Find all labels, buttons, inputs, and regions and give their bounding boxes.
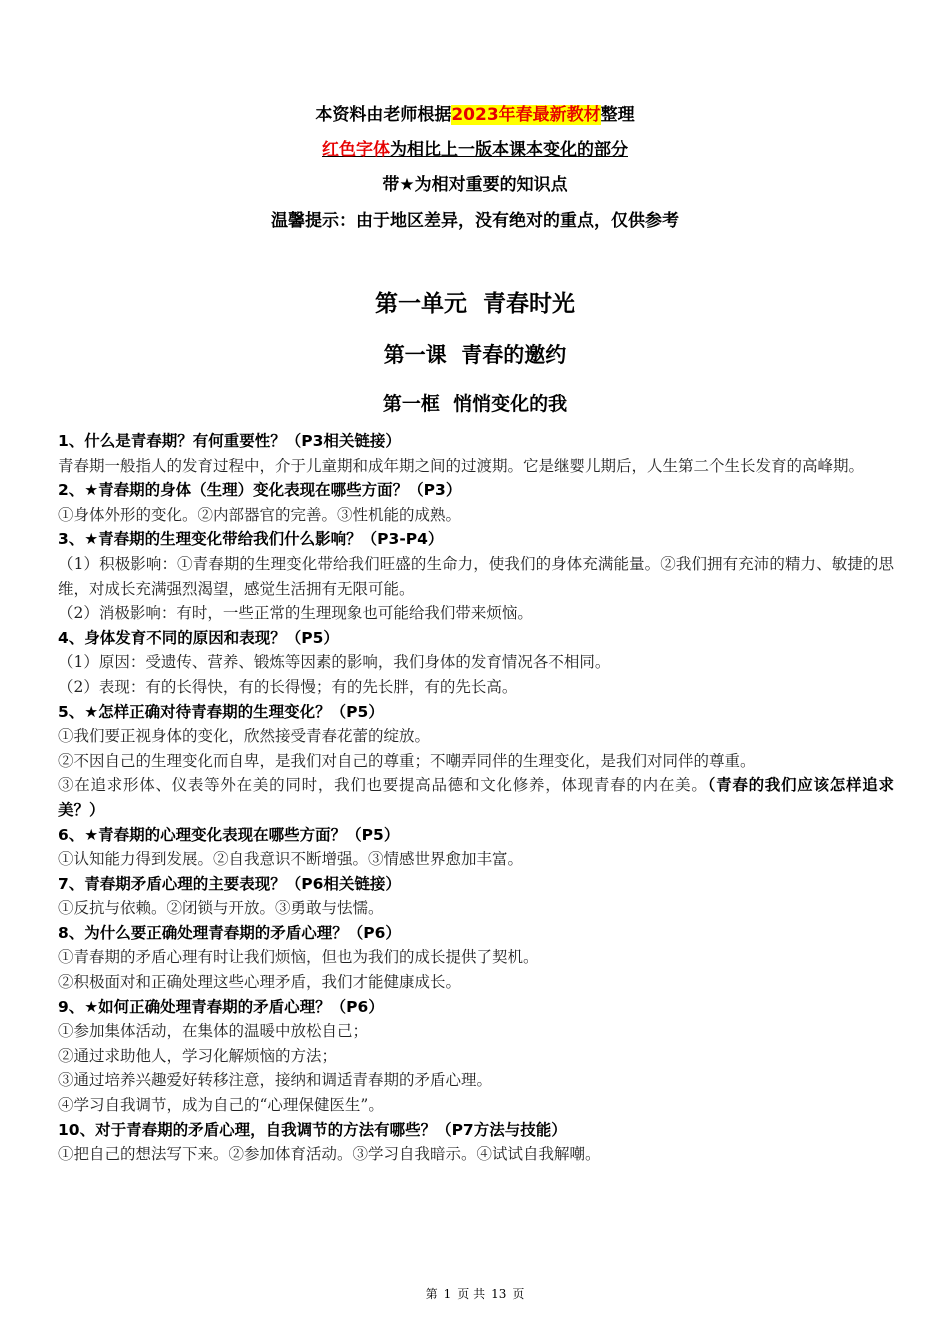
answer-2: ①身体外形的变化。②内部器官的完善。③性机能的成熟。 [58,505,462,524]
intro-line-1 [0,104,950,126]
footer-total-pages: 13 [491,1287,507,1301]
intro-line-1-pre: 本资料由老师根据 [315,105,452,125]
intro-line-2-rest: 为相比上一版本课本变化的部分 [390,140,628,160]
answer-8-2: ②积极面对和正确处理这些心理矛盾，我们才能健康成长。 [58,973,462,992]
question-1: 1、什么是青春期？有何重要性？（P3相关链接） [58,432,401,450]
answer-5-3-text: ③在追求形体、仪表等外在美的同时，我们也要提高品德和文化修养，体现青春的内在美。 [58,776,708,795]
question-8: 8、为什么要正确处理青春期的矛盾心理？（P6） [58,923,401,942]
question-7: 7、青春期矛盾心理的主要表现？（P6相关链接） [58,874,401,893]
question-6: 6、★青春期的心理变化表现在哪些方面？（P5） [58,825,400,844]
footer-prefix: 第 [425,1287,438,1301]
answer-8-1: ①青春期的矛盾心理有时让我们烦恼，但也为我们的成长提供了契机。 [58,948,539,967]
footer-suffix: 页 [512,1287,525,1301]
footer-middle: 页 共 [457,1287,486,1301]
intro-line-4: 温馨提示：由于地区差异，没有绝对的重点，仅供参考 [271,211,679,231]
question-3: 3、★青春期的生理变化带给我们什么影响？（P3-P4） [58,530,444,549]
page-footer [0,1285,950,1302]
answer-5-3 [58,773,894,822]
question-2: 2、★青春期的身体（生理）变化表现在哪些方面？（P3） [58,481,462,500]
question-10: 10、对于青春期的矛盾心理，自我调节的方法有哪些？（P7方法与技能） [58,1120,567,1139]
answer-4-cause: （1）原因：受遗传、营养、锻炼等因素的影响，我们身体的发育情况各不相同。 [58,653,611,672]
intro-line-1-highlight: 2023年春最新教材 [451,105,601,125]
question-4: 4、身体发育不同的原因和表现？（P5） [58,628,339,647]
answer-6: ①认知能力得到发展。②自我意识不断增强。③情感世界愈加丰富。 [58,850,524,869]
answer-10: ①把自己的想法写下来。②参加体育活动。③学习自我暗示。④试试自我解嘲。 [58,1145,601,1164]
answer-9-4: ④学习自我调节，成为自己的“心理保健医生”。 [58,1096,384,1115]
answer-4-performance: （2）表现：有的长得快，有的长得慢；有的先长胖，有的先长高。 [58,677,518,696]
qa-content [58,429,894,1167]
intro-line-3: 带★为相对重要的知识点 [382,175,568,195]
footer-page-number: 1 [443,1287,452,1301]
intro-line-1-post: 整理 [600,105,635,125]
answer-5-1: ①我们要正视身体的变化，欣然接受青春花蕾的绽放。 [58,727,431,746]
frame-heading: 第一框 悄悄变化的我 [382,393,568,415]
question-5: 5、★怎样正确对待青春期的生理变化？（P5） [58,702,384,721]
lesson-heading: 第一课 青春的邀约 [383,343,567,367]
answer-1: 青春期一般指人的发育过程中，介于儿童期和成年期之间的过渡期。它是继婴儿期后，人生第二个生长发育的高峰期。 [58,456,865,475]
answer-9-3: ③通过培养兴趣爱好转移注意，接纳和调适青春期的矛盾心理。 [58,1071,493,1090]
answer-7: ①反抗与依赖。②闭锁与开放。③勇敢与怯懦。 [58,899,384,918]
answer-5-3-note: （青春的我们应该怎样追求美？） [58,776,894,819]
answer-9-1: ①参加集体活动，在集体的温暖中放松自己； [58,1022,369,1041]
answer-9-2: ②通过求助他人，学习化解烦恼的方法； [58,1046,338,1065]
question-9: 9、★如何正确处理青春期的矛盾心理？（P6） [58,997,384,1016]
answer-5-2: ②不因自己的生理变化而自卑，是我们对自己的尊重；不嘲弄同伴的生理变化，是我们对同伴的尊重。 [58,751,756,770]
intro-line-2-red: 红色字体 [322,140,390,160]
unit-heading: 第一单元 青春时光 [374,291,575,317]
intro-line-2 [0,139,950,161]
answer-3-positive: （1）积极影响：①青春期的生理变化带给我们旺盛的生命力，使我们的身体充满能量。②我们拥有充沛的精力、敏捷的思维，对成长充满强烈渴望，感觉生活拥有无限可能。 [58,554,894,598]
answer-3-negative: （2）消极影响：有时，一些正常的生理现象也可能给我们带来烦恼。 [58,604,533,623]
